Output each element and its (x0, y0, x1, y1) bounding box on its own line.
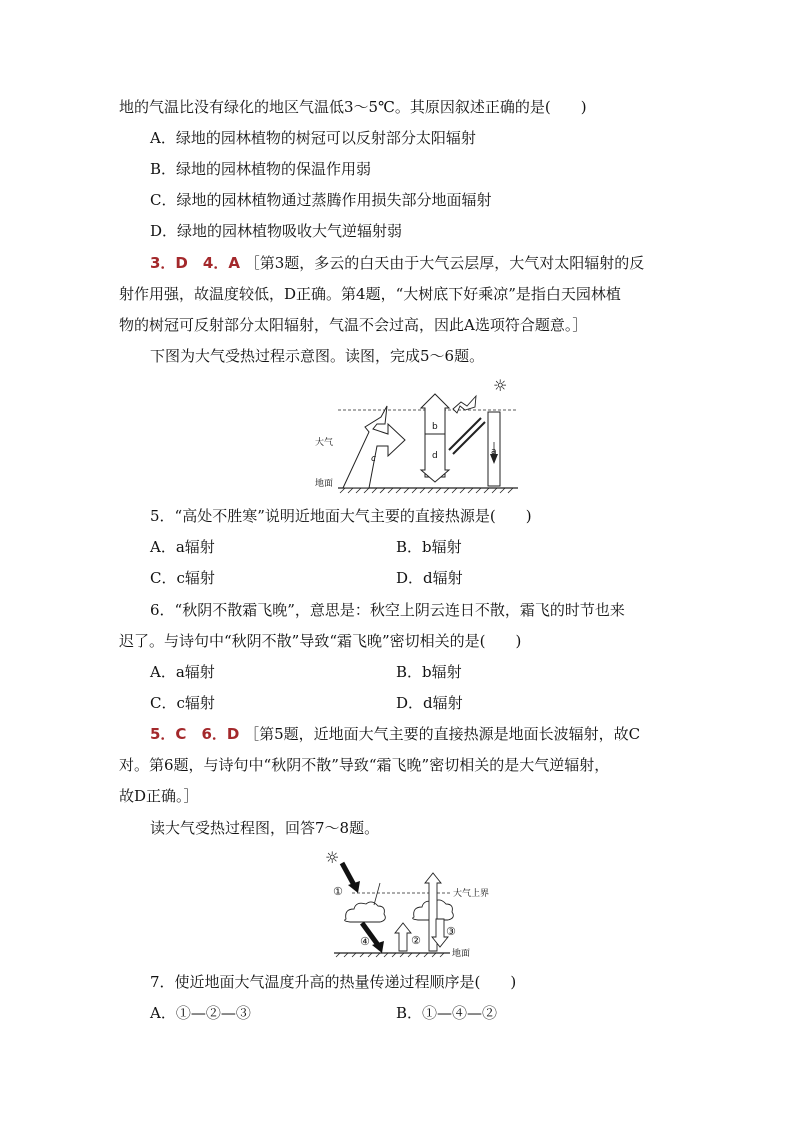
q6-option-d: D．d辐射 (396, 694, 463, 712)
q2-option-d: D．绿地的园林植物吸收大气逆辐射弱 (150, 222, 403, 240)
q2-option-b: B．绿地的园林植物的保温作用弱 (150, 160, 372, 178)
solar-incoming-arrow (449, 418, 481, 450)
ground-label: 地面 (315, 479, 334, 489)
q2-option-c: C．绿地的园林植物通过蒸腾作用损失部分地面辐射 (150, 191, 492, 209)
q7-option-a: A．①—②—③ (150, 1004, 251, 1022)
label-d: d (432, 451, 438, 461)
answer-keys-3-4: 3．D 4．A (150, 254, 240, 272)
intro-7-8: 读大气受热过程图，回答7～8题。 (150, 819, 380, 837)
atmosphere-heating-diagram-1 (305, 372, 530, 494)
q7-option-b: B．①—④—② (396, 1004, 498, 1022)
cloud-left (345, 902, 386, 922)
label-1: ① (333, 885, 343, 898)
intro-5-6: 下图为大气受热过程示意图。读图，完成5～6题。 (150, 347, 485, 365)
sun-icon: ☼ (325, 848, 340, 867)
reflected-arrow (453, 396, 476, 413)
q2-option-a: A．绿地的园林植物的树冠可以反射部分太阳辐射 (150, 129, 476, 147)
label-a: a (491, 447, 497, 457)
label-3: ③ (446, 925, 456, 938)
ground-label: 地面 (452, 949, 471, 959)
explanation-5-6-line3: 故D正确。］ (119, 787, 199, 805)
q7-stem: 7．使近地面大气温度升高的热量传递过程顺序是( ) (150, 973, 517, 991)
explanation-3-4-line2: 射作用强，故温度较低，D正确。第4题，“大树底下好乘凉”是指白天园林植 (119, 285, 621, 303)
upper-boundary-label: 大气上界 (453, 889, 490, 899)
answer-explanation-3-4 (150, 253, 644, 273)
explanation-3-4-line3: 物的树冠可反射部分太阳辐射，气温不会过高，因此A选项符合题意。］ (119, 316, 588, 334)
q6-option-b: B．b辐射 (396, 663, 462, 681)
label-b: b (432, 422, 438, 432)
q5-option-a: A．a辐射 (150, 538, 215, 556)
q5-option-c: C．c辐射 (150, 569, 215, 587)
label-2: ② (411, 934, 421, 947)
label-4: ④ (360, 935, 370, 948)
arrow-1 (342, 863, 354, 885)
q6-option-c: C．c辐射 (150, 694, 215, 712)
answer-explanation-5-6 (150, 724, 640, 744)
atmosphere-heating-diagram-2 (322, 845, 502, 960)
q5-stem: 5．“高处不胜寒”说明近地面大气主要的直接热源是( ) (150, 507, 532, 525)
label-c: c (371, 454, 376, 464)
explanation-3-4-line1: ［第3题，多云的白天由于大气云层厚，大气对太阳辐射的反 (244, 254, 645, 272)
ground-hatch (340, 488, 513, 493)
sun-icon: ☼ (493, 376, 508, 395)
q6-option-a: A．a辐射 (150, 663, 215, 681)
explanation-5-6-line1: ［第5题，近地面大气主要的直接热源是地面长波辐射，故C (244, 725, 641, 743)
atmosphere-label: 大气 (315, 438, 334, 448)
c-radiation-arrow (343, 406, 405, 488)
q5-option-b: B．b辐射 (396, 538, 462, 556)
explanation-5-6-line2: 对。第6题，与诗句中“秋阴不散”导致“霜飞晚”密切相关的是大气逆辐射， (119, 756, 610, 774)
arrow-2 (395, 923, 411, 951)
q6-stem-line1: 6．“秋阴不散霜飞晚”，意思是：秋空上阴云连日不散，霜飞的时节也来 (150, 601, 625, 619)
answer-keys-5-6: 5．C 6．D (150, 725, 240, 743)
q2-stem-tail: 地的气温比没有绿化的地区气温低3～5℃。其原因叙述正确的是( ) (119, 98, 587, 116)
q5-option-d: D．d辐射 (396, 569, 463, 587)
q6-stem-line2: 迟了。与诗句中“秋阴不散”导致“霜飞晚”密切相关的是( ) (119, 632, 522, 650)
